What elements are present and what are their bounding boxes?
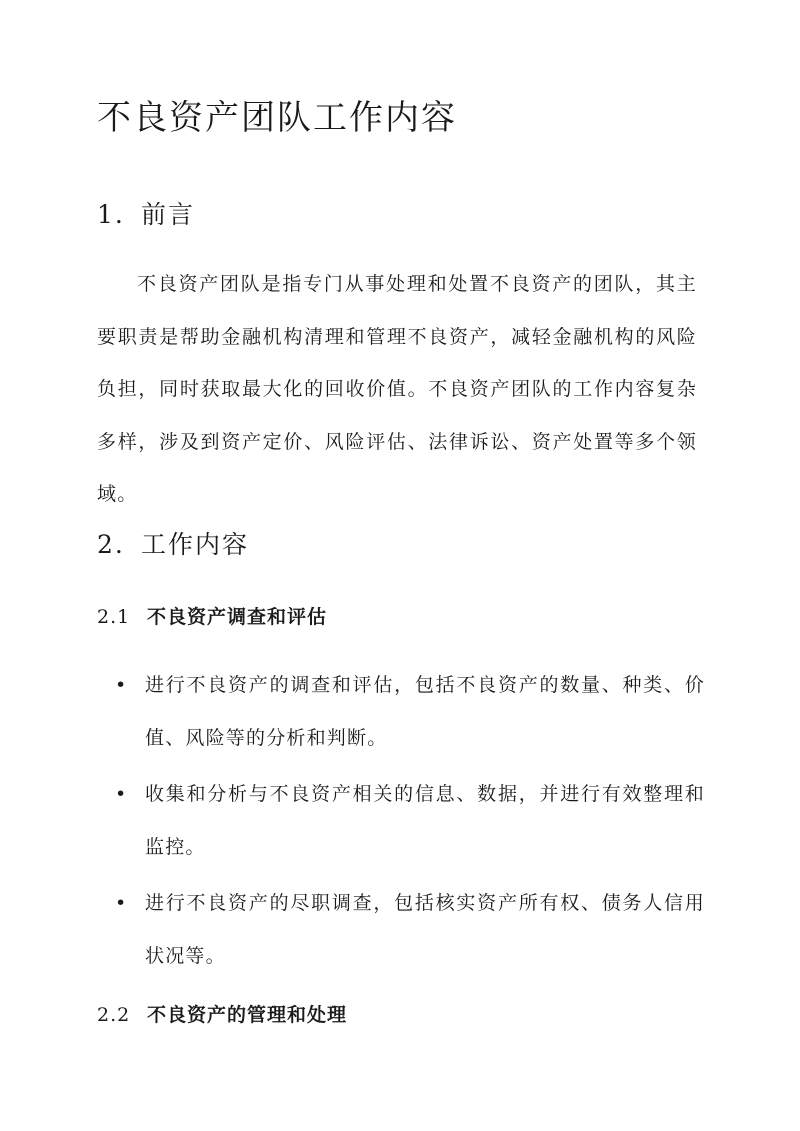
subsection-title: 不良资产调查和评估 [147, 606, 328, 628]
list-item [115, 768, 705, 873]
document-title: 不良资产团队工作内容 [97, 98, 457, 138]
subsection-title: 不良资产的管理和处理 [147, 1004, 348, 1026]
list-item [115, 877, 705, 982]
list-item-text: 进行不良资产的尽职调查，包括核实资产所有权、债务人信用状况等。 [145, 892, 705, 967]
subsection-heading-management [97, 1001, 347, 1029]
list-item [115, 659, 705, 764]
subsection-heading-investigation [97, 603, 327, 631]
section-number: 2. [97, 530, 125, 559]
list-item-text: 进行不良资产的调查和评估，包括不良资产的数量、种类、价值、风险等的分析和判断。 [145, 674, 705, 749]
section-title: 前言 [141, 200, 196, 229]
preface-paragraph: 不良资产团队是指专门从事处理和处置不良资产的团队，其主要职责是帮助金融机构清理和管理不良资产，减轻金融机构的风险负担，同时获取最大化的回收价值。不良资产团队的工作内容复杂多样，涉及到资产定价、风险评估、法律诉讼、资产处置等多个领域。 [97, 273, 697, 505]
bullet-icon: • [115, 783, 127, 805]
bullet-icon: • [115, 674, 127, 696]
list-item-text: 收集和分析与不良资产相关的信息、数据，并进行有效整理和监控。 [145, 783, 705, 858]
subsection-number: 2.1 [97, 606, 131, 628]
section-number: 1. [97, 200, 125, 229]
section-heading-work-content [97, 527, 249, 563]
subsection-number: 2.2 [97, 1004, 131, 1026]
section-title: 工作内容 [141, 530, 250, 559]
section-heading-preface [97, 197, 195, 233]
bullet-icon: • [115, 892, 127, 914]
